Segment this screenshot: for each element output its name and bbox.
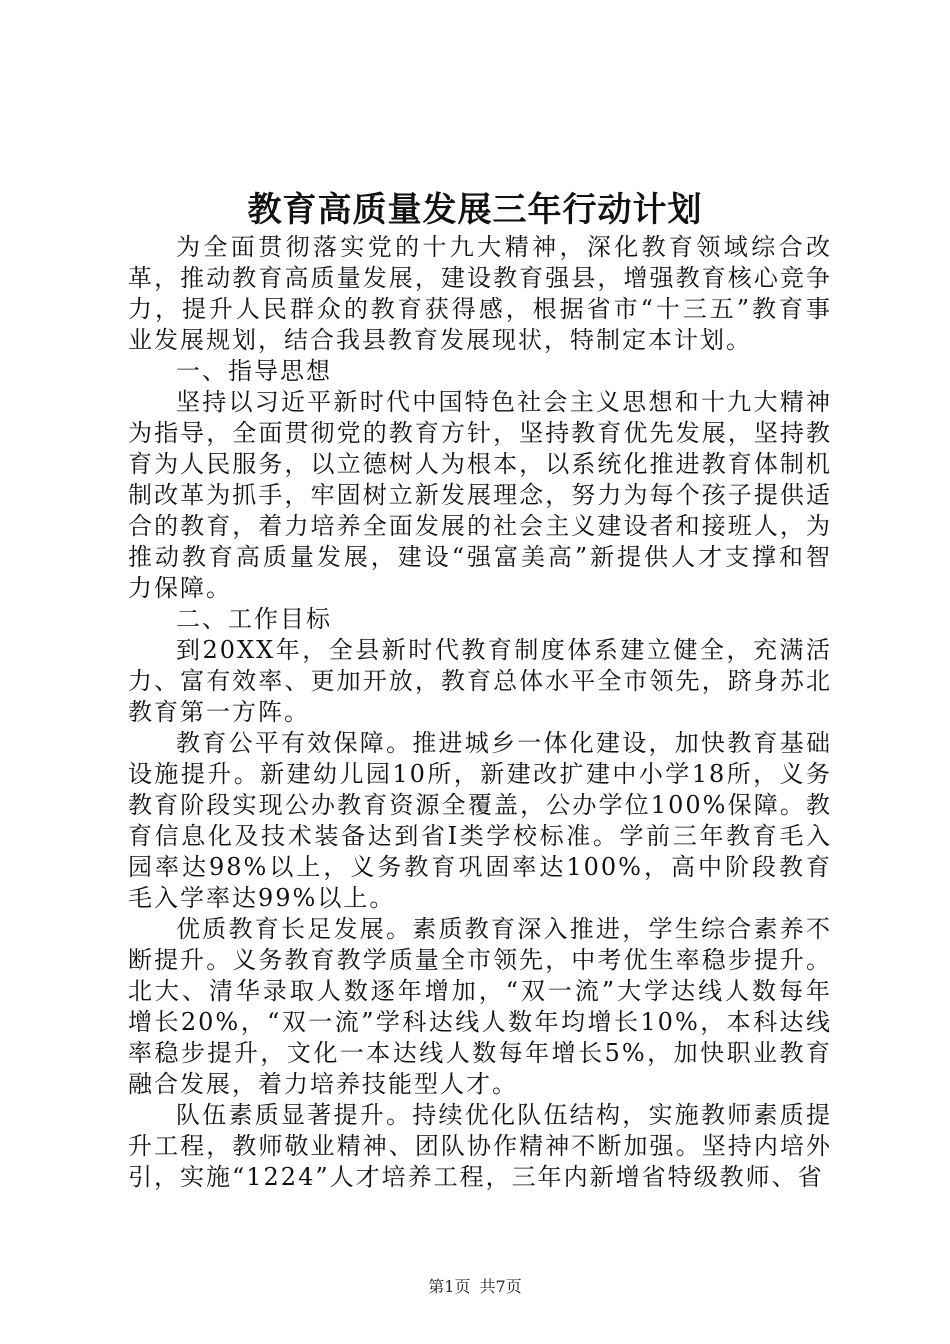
- page-title: 教育高质量发展三年行动计划: [247, 190, 703, 230]
- guiding-ideology-paragraph: 坚持以习近平新时代中国特色社会主义思想和十九大精神为指导，全面贯彻党的教育方针，坚持教育优先发展，坚持教育为人民服务，以立德树人为根本，以系统化推进教育体制机制改革为抓手，牢固树立新发展理念，努力为每个孩子提供适合的教育，着力培养全面发展的社会主义建设者和接班人，为推动教育高质量发展，建设“强富美高”新提供人才支撑和智力保障。: [128, 388, 832, 602]
- intro-paragraph: 为全面贯彻落实党的十九大精神，深化教育领域综合改革，推动教育高质量发展，建设教育强县，增强教育核心竞争力，提升人民群众的教育获得感，根据省市“十三五”教育事业发展规划，结合我县教育发展现状，特制定本计划。: [128, 233, 832, 354]
- quality-education-paragraph: 优质教育长足发展。素质教育深入推进，学生综合素养不断提升。义务教育教学质量全市领先，中考优生率稳步提升。北大、清华录取人数逐年增加，“双一流”大学达线人数每年增长20%，“双一流”学科达线人数年均增长10%，本科达线率稳步提升，文化一本达线人数每年增长5%，加快职业教育融合发展，着力培养技能型人才。: [128, 915, 832, 1098]
- teacher-quality-paragraph: 队伍素质显著提升。持续优化队伍结构，实施教师素质提升工程，教师敬业精神、团队协作精神不断加强。坚持内培外引，实施“1224”人才培养工程，三年内新增省特级教师、省: [128, 1101, 832, 1191]
- section-heading-guiding-ideology: 一、指导思想: [176, 357, 332, 385]
- document-body: [128, 232, 832, 1193]
- education-equity-paragraph: 教育公平有效保障。推进城乡一体化建设，加快教育基础设施提升。新建幼儿园10所，新建改扩建中小学18所，义务教育阶段实现公办教育资源全覆盖，公办学位100%保障。教育信息化及技术装备达到省Ⅰ类学校标准。学前三年教育毛入园率达98%以上，义务教育巩固率达100%，高中阶段教育毛入学率达99%以上。: [128, 729, 832, 912]
- section-heading-work-goals: 二、工作目标: [176, 605, 332, 633]
- page-number: 第1页: [428, 1277, 471, 1296]
- work-goals-paragraph: 到20XX年，全县新时代教育制度体系建立健全，充满活力、富有效率、更加开放，教育总体水平全市领先，跻身苏北教育第一方阵。: [128, 636, 832, 726]
- page-footer: [0, 1276, 950, 1298]
- total-pages: 共7页: [479, 1277, 522, 1296]
